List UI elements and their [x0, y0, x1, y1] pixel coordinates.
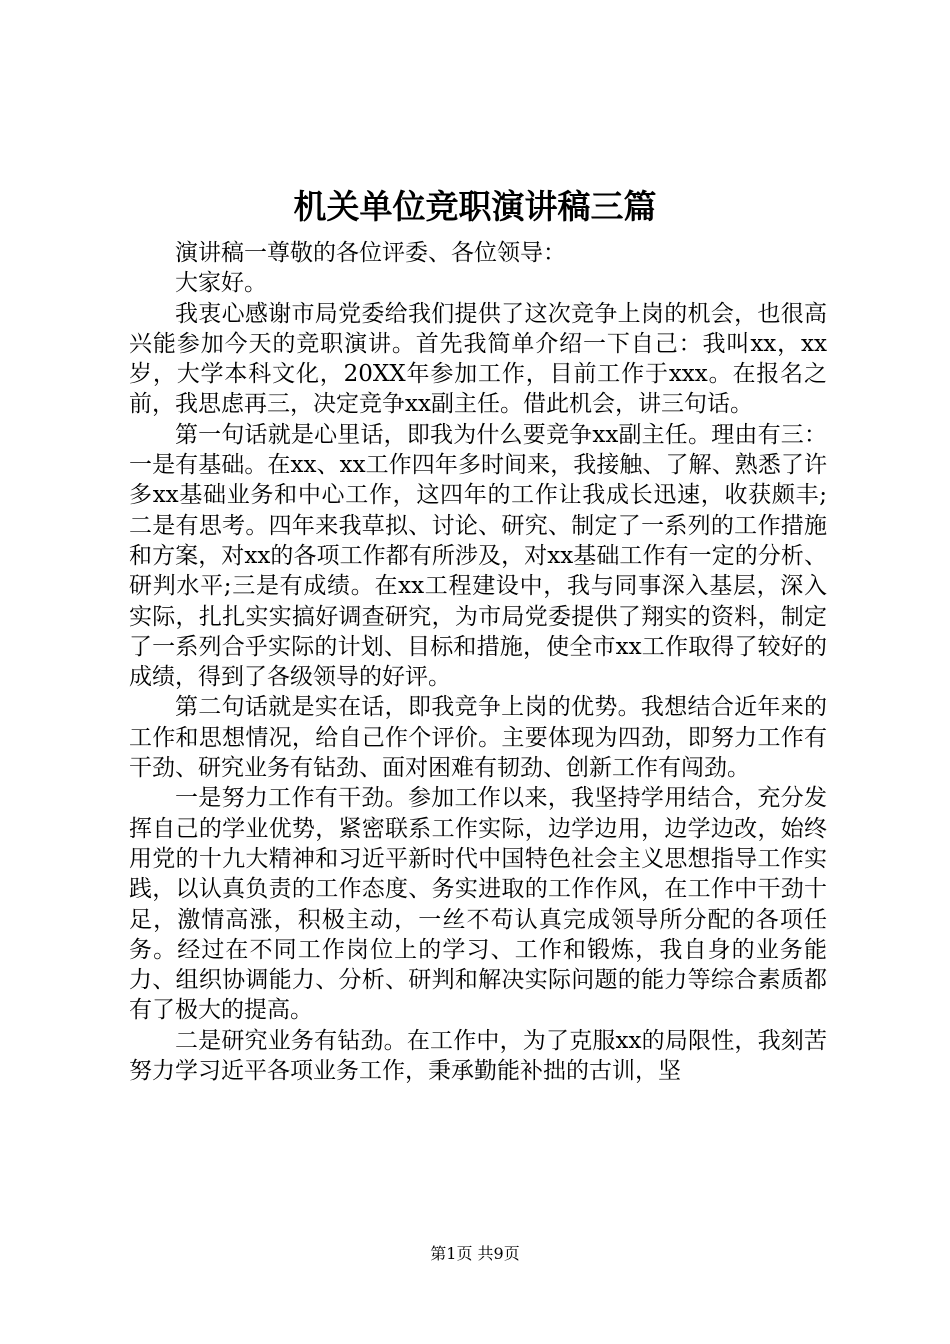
- paragraph: 演讲稿一尊敬的各位评委、各位领导：: [175, 240, 566, 266]
- paragraph: 第一句话就是心里话，即我为什么要竞争xx副主任。理由有三：一是有基础。在xx、xx工作四年多时间来，我接触、了解、熟悉了许多xx基础业务和中心工作，这四年的工作让我成长迅速，收获颇丰;二是有思考。四年来我草拟、讨论、研究、制定了一系列的工作措施和方案，对xx的各项工作都有所涉及，对xx基础工作有一定的分析、研判水平;三是有成绩。在xx工程建设中，我与同事深入基层，深入实际，扎扎实实搞好调查研究，为市局党委提供了翔实的资料，制定了一系列合乎实际的计划、目标和措施，使全市xx工作取得了较好的成绩，得到了各级领导的好评。: [129, 421, 827, 691]
- page-number-footer: 第1页 共9页: [430, 1244, 520, 1263]
- paragraph: 大家好。: [175, 270, 267, 297]
- paragraph: 二是研究业务有钻劲。在工作中，为了克服xx的局限性，我刻苦努力学习近平各项业务工作，秉承勤能补拙的古训，坚: [129, 1027, 827, 1085]
- document-body: [129, 238, 827, 1086]
- paragraph: 一是努力工作有干劲。参加工作以来，我坚持学用结合，充分发挥自己的学业优势，紧密联系工作实际，边学边用，边学边改，始终用党的十九大精神和习近平新时代中国特色社会主义思想指导工作实践，以认真负责的工作态度、务实进取的工作作风，在工作中干劲十足，激情高涨，积极主动，一丝不苟认真完成领导所分配的各项任务。经过在不同工作岗位上的学习、工作和锻炼，我自身的业务能力、组织协调能力、分析、研判和解决实际问题的能力等综合素质都有了极大的提高。: [129, 785, 827, 1024]
- document-title: 机关单位竞职演讲稿三篇: [293, 187, 657, 226]
- paragraph: 我衷心感谢市局党委给我们提供了这次竞争上岗的机会，也很高兴能参加今天的竞职演讲。首先我简单介绍一下自己：我叫xx，xx岁，大学本科文化，20XX年参加工作，目前工作于xxx。在报名之前，我思虑再三，决定竞争xx副主任。借此机会，讲三句话。: [129, 300, 827, 418]
- paragraph: 第二句话就是实在话，即我竞争上岗的优势。我想结合近年来的工作和思想情况，给自己作个评价。主要体现为四劲，即努力工作有干劲、研究业务有钻劲、面对困难有韧劲、创新工作有闯劲。: [129, 694, 827, 782]
